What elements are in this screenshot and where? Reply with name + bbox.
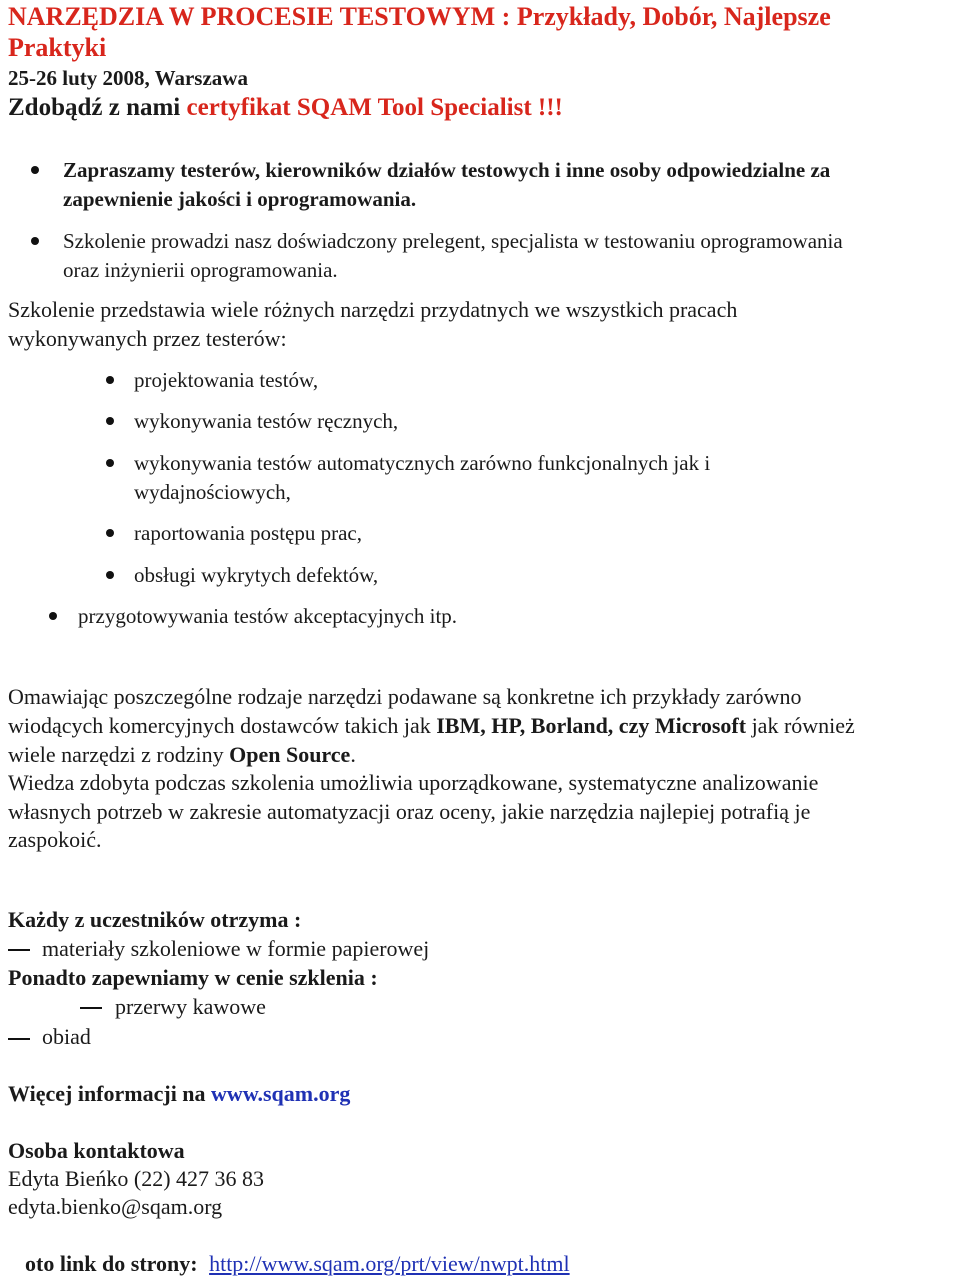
paragraph1-line2 [8,713,855,739]
bullet-icon [31,237,39,245]
paragraph1-line2-pre: wiodących komercyjnych dostawców takich jak [8,713,437,738]
footer-line [25,1251,570,1277]
more-info-line [8,1081,350,1107]
page-title-line1: NARZĘDZIA W PROCESIE TESTOWYM : Przykłady, Dobór, Najlepsze [8,2,831,31]
page-title-line2: Praktyki [8,33,107,62]
tools-item-2: wykonywania testów ręcznych, [134,409,399,433]
website-link[interactable]: www.sqam.org [211,1081,351,1106]
bullet-icon [106,417,114,425]
tools-item-5: obsługi wykrytych defektów, [134,563,379,587]
open-source-label: Open Source [229,742,351,767]
tools-item-1: projektowania testów, [134,368,319,392]
tools-item-3-line1: wykonywania testów automatycznych zarówno funkcjonalnych jak i [134,451,711,475]
intro-bullet-1-line2: zapewnienie jakości i oprogramowania. [63,187,417,211]
included-item-coffee: przerwy kawowe [115,994,266,1019]
vendors-list: IBM, HP, Borland, czy Microsoft [436,713,747,738]
paragraph1-line1: Omawiając poszczególne rodzaje narzędzi podawane są konkretne ich przykłady zarówno [8,684,802,709]
bullet-icon [31,166,39,174]
paragraph2-line3: zaspokoić. [8,827,102,852]
tools-intro-line1: Szkolenie przedstawia wiele różnych narzędzi przydatnych we wszystkich pracach [8,297,738,322]
paragraph2-line2: własnych potrzeb w zakresie automatyzacji oraz oceny, jakie narzędzia najlepiej potrafią je [8,799,811,824]
included-heading: Ponadto zapewniamy w cenie szklenia : [8,965,378,990]
contact-heading: Osoba kontaktowa [8,1138,185,1163]
paragraph1-line3-post: . [350,742,356,767]
included-item-lunch: obiad [42,1024,91,1049]
bullet-icon [106,376,114,384]
intro-bullet-1-line1: Zapraszamy testerów, kierowników działów testowych i inne osoby odpowiedzialne za [63,158,831,182]
paragraph2-line1: Wiedza zdobyta podczas szkolenia umożliwia uporządkowane, systematyczne analizowanie [8,770,819,795]
tools-item-3-line2: wydajnościowych, [134,480,291,504]
contact-email: edyta.bienko@sqam.org [8,1194,223,1219]
dash-icon [8,1038,30,1040]
event-date: 25-26 luty 2008, Warszawa [8,66,248,90]
footer-label: oto link do strony: [25,1251,198,1276]
bullet-icon [106,529,114,537]
dash-icon [80,1007,102,1009]
bullet-icon [106,571,114,579]
participants-item-materials: materiały szkoleniowe w formie papierowej [42,936,430,961]
tools-item-6: przygotowywania testów akceptacyjnych itp. [78,604,458,628]
tools-item-4: raportowania postępu prac, [134,521,362,545]
certificate-prefix: Zdobądź z nami [8,94,187,121]
contact-name-phone: Edyta Bieńko (22) 427 36 83 [8,1166,265,1191]
dash-icon [8,949,30,951]
paragraph1-line3-pre: wiele narzędzi z rodziny [8,742,230,767]
bullet-icon [49,612,57,620]
more-info-label: Więcej informacji na [8,1081,212,1106]
footer-link[interactable]: http://www.sqam.org/prt/view/nwpt.html [209,1251,570,1276]
intro-bullet-2-line2: oraz inżynierii oprogramowania. [63,258,338,282]
certificate-highlight: certyfikat SQAM Tool Specialist !!! [186,94,563,121]
bullet-icon [106,459,114,467]
certificate-line [8,94,563,122]
paragraph1-line3 [8,742,356,768]
participants-heading: Każdy z uczestników otrzyma : [8,907,302,932]
tools-intro-line2: wykonywanych przez testerów: [8,326,287,351]
paragraph1-line2-post: jak również [746,713,855,738]
intro-bullet-2-line1: Szkolenie prowadzi nasz doświadczony prelegent, specjalista w testowaniu oprogramowania [63,229,843,253]
